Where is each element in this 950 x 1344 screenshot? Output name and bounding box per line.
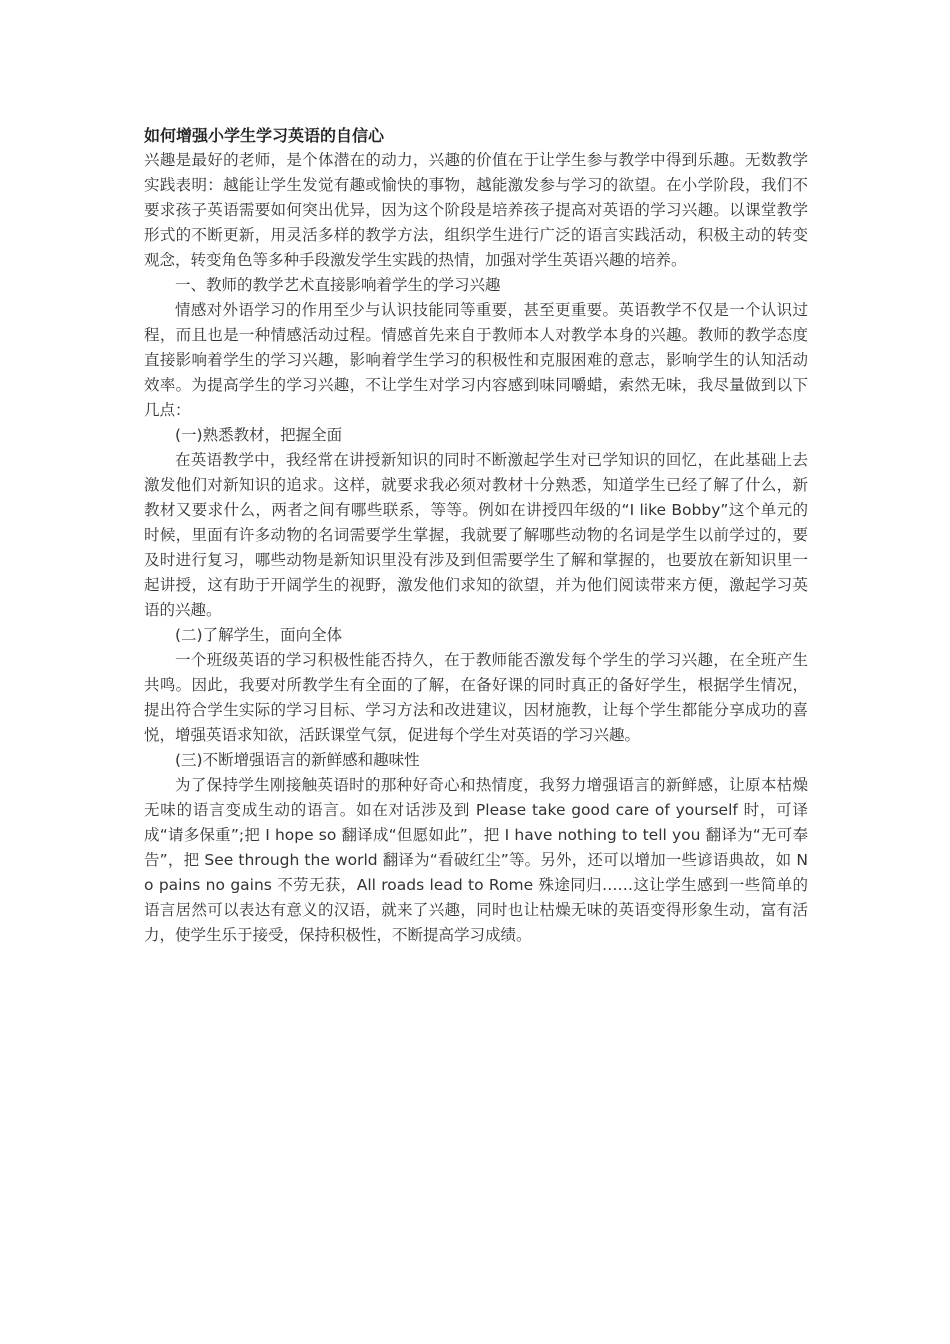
- subsection-1-paragraph: 在英语教学中，我经常在讲授新知识的同时不断激起学生对已学知识的回忆，在此基础上去激发他们对新知识的追求。这样，就要求我必须对教材十分熟悉，知道学生已经了解了什么，新教材又要求什么，两者之间有哪些联系，等等。例如在讲授四年级的“I like Bobby”这个单元的时候，里面有许多动物的名词需要学生掌握，我就要了解哪些动物的名词是学生以前学过的，要及时进行复习，哪些动物是新知识里没有涉及到但需要学生了解和掌握的，也要放在新知识里一起讲授，这有助于开阔学生的视野，激发他们求知的欲望，并为他们阅读带来方便，激起学习英语的兴趣。: [144, 451, 808, 619]
- subsection-heading-1: (一)熟悉教材，把握全面: [175, 426, 343, 444]
- document-body: [144, 124, 808, 948]
- subsection-heading-2: (二)了解学生，面向全体: [175, 626, 343, 644]
- subsection-3-paragraph: 为了保持学生刚接触英语时的那种好奇心和热情度，我努力增强语言的新鲜感，让原本枯燥无味的语言变成生动的语言。如在对话涉及到 Please take good care of yourself 时，可译成“请多保重”;把 I hope so 翻译成“但愿如此”，把 I have nothing to tell you 翻译为“无可奉告”，把 See through the world 翻译为“看破红尘”等。另外，还可以增加一些谚语典故，如 No pains no gains 不劳无获，All roads lead to Rome 殊途同归……这让学生感到一些简单的语言居然可以表达有意义的汉语，就来了兴趣，同时也让枯燥无味的英语变得形象生动，富有活力，使学生乐于接受，保持积极性，不断提高学习成绩。: [144, 776, 808, 944]
- section-1-paragraph: 情感对外语学习的作用至少与认识技能同等重要，甚至更重要。英语教学不仅是一个认识过程，而且也是一种情感活动过程。情感首先来自于教师本人对教学本身的兴趣。教师的教学态度直接影响着学生的学习兴趣，影响着学生学习的积极性和克服困难的意志，影响学生的认知活动效率。为提高学生的学习兴趣，不让学生对学习内容感到味同嚼蜡，索然无味，我尽量做到以下几点：: [144, 301, 808, 419]
- document-title: 如何增强小学生学习英语的自信心: [144, 126, 385, 145]
- section-heading-1: 一、教师的教学艺术直接影响着学生的学习兴趣: [175, 276, 501, 294]
- intro-paragraph: 兴趣是最好的老师，是个体潜在的动力，兴趣的价值在于让学生参与教学中得到乐趣。无数教学实践表明：越能让学生发觉有趣或愉快的事物，越能激发参与学习的欲望。在小学阶段，我们不要求孩子英语需要如何突出优异，因为这个阶段是培养孩子提高对英语的学习兴趣。以课堂教学形式的不断更新，用灵活多样的教学方法，组织学生进行广泛的语言实践活动，积极主动的转变观念，转变角色等多种手段激发学生实践的热情，加强对学生英语兴趣的培养。: [144, 151, 808, 269]
- subsection-heading-3: (三)不断增强语言的新鲜感和趣味性: [175, 751, 420, 769]
- subsection-2-paragraph: 一个班级英语的学习积极性能否持久，在于教师能否激发每个学生的学习兴趣，在全班产生共鸣。因此，我要对所教学生有全面的了解，在备好课的同时真正的备好学生，根据学生情况，提出符合学生实际的学习目标、学习方法和改进建议，因材施教，让每个学生都能分享成功的喜悦，增强英语求知欲，活跃课堂气氛，促进每个学生对英语的学习兴趣。: [144, 651, 808, 744]
